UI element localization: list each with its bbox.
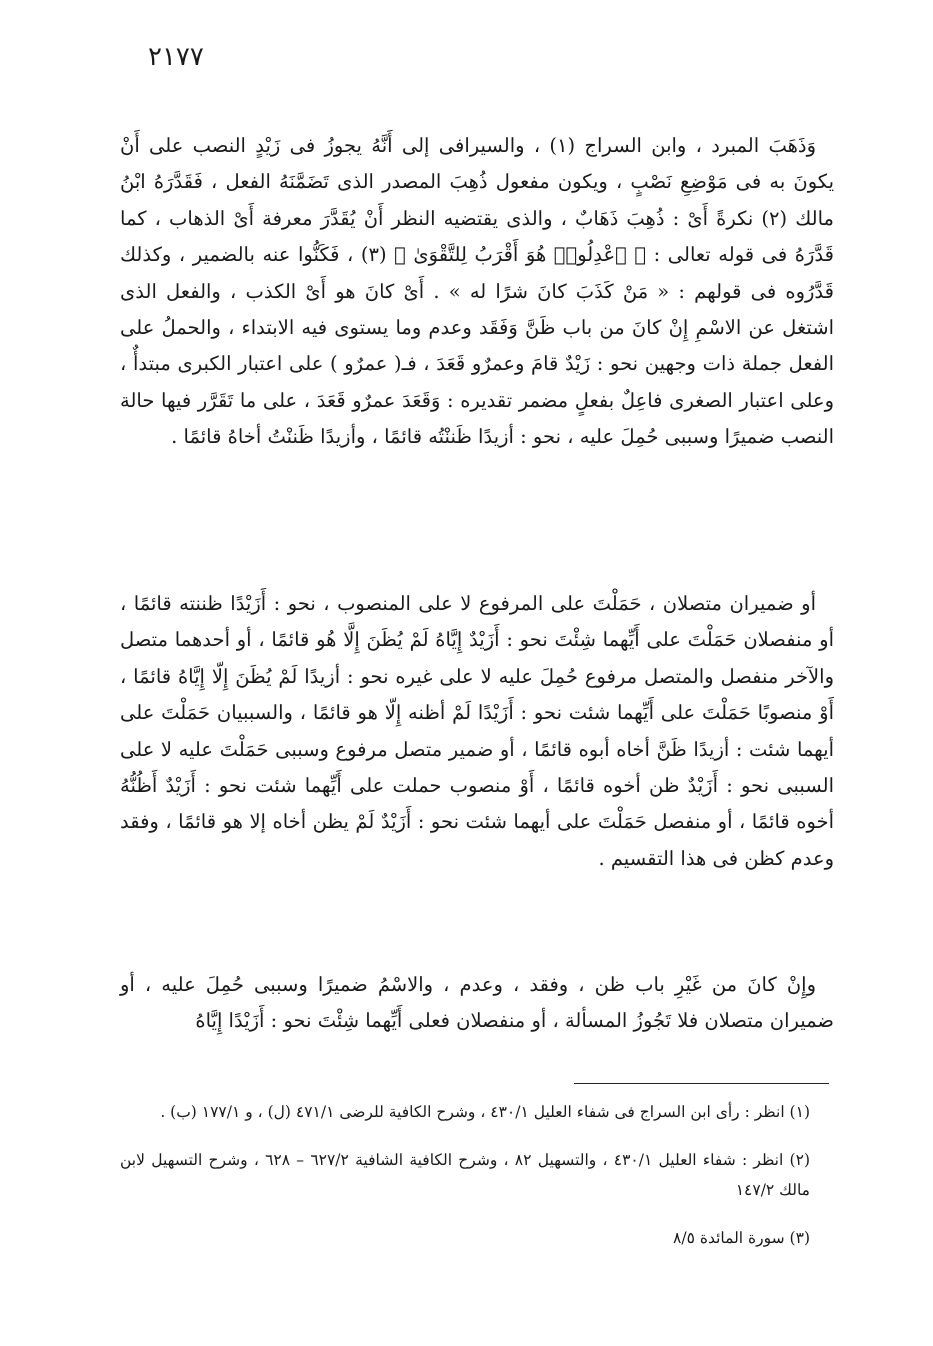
- body-paragraph-2: أو ضميران متصلان ، حَمَلْتَ على المرفوع لا على المنصوب ، نحو : أَزَيْدًا ظننته قائمًا ، أو منفصلان حَمَلْتَ على أَيِّهما شِئْتَ نحو : أَزَيْدٌ إِيَّاهُ لَمْ يُظَنَ إِلَّا هُو قائمًا ، أو أحدهما متصل والآخر منفصل والمتصل مرفوع حُمِلَ عليه لا على غيره نحو : أزيدًا لَمْ يُظَنَ إِلّا إِيَّاهُ قائمًا ، أَوْ منصوبًا حَمَلْتَ على أَيِّهما شئت نحو : أَزَيْدًا لَمْ أظنه إِلّا هو قائمًا ، والسببيان حَمَلْتَ على أيهما شئت : أزيدًا ظَنَّ أخاه أبوه قائمًا ، أو ضمير متصل مرفوع وسببى حَمَلْتَ عليه لا على السببى نحو : أَزَيْدٌ ظن أخوه قائمًا ، أَوْ منصوب حملت على أَيِّهما شئت نحو : أَزَيْدٌ أَظُنُّهُ أخوه قائمًا ، أو منفصل حَمَلْتَ على أيهما شئت نحو : أَزَيْدٌ لَمْ يظن أخاه إلا هو قائمًا ، وفقد وعدم كظن فى هذا التقسيم .: [120, 592, 834, 870]
- body-paragraph-3: وإِنْ كانَ من غَيْرِ باب ظن ، وفقد ، وعدم ، والاسْمُ ضميرًا وسببى حُمِلَ عليه ، أو ضميران متصلان فلا تَجُوزُ المسألة ، أو منفصلان فعلى أَيِّهما شِئْتَ نحو : أَزَيْدًا إِيَّاهُ: [120, 973, 834, 1033]
- footnote-1: (١) انظر : رأى ابن السراج فى شفاء العليل ٤٣٠/١ ، وشرح الكافية للرضى ٤٧١/١ (ل) ، و ١٧٧/١ (ب) .: [160, 1103, 810, 1121]
- footnote-3: (٣) سورة المائدة ٨/٥: [673, 1229, 810, 1247]
- footnote-2: (٢) انظر : شفاء العليل ٤٣٠/١ ، والتسهيل ٨٢ ، وشرح الكافية الشافية ٦٢٧/٢ – ٦٢٨ ، وشرح التسهيل لابن مالك ١٤٧/٢: [120, 1151, 810, 1199]
- footnote-divider: [574, 1083, 829, 1084]
- page-number: ٢١٧٧: [148, 42, 204, 72]
- footnotes-section: [120, 1097, 810, 1271]
- body-paragraph-1: وَذَهَبَ المبرد ، وابن السراج (١) ، والسيرافى إلى أَنَّهُ يجوزُ فى زَيْدٍ النصب على أَنْ يكونَ به فى مَوْضِعِ نَصْبٍ ، ويكون مفعول ذُهِبَ المصدر الذى تَضَمَّنَهُ الفعل ، فَقَدَّرَهُ ابْنُ مالك (٢) نكرةً أَىْ : ذُهِبَ ذَهَابٌ ، والذى يقتضيه النظر أَنْ يُقَدَّرَ معرفة أَىْ الذهاب ، كما قَدَّرَهُ فى قوله تعالى : ﴿ ٱعْدِلُوا۟ هُوَ أَقْرَبُ لِلتَّقْوَىٰ ﴾ (٣) ، فَكَنُّوا عنه بالضمير ، وكذلك قَدَّرُوه فى قولهم : « مَنْ كَذَبَ كانَ شرًا له » . أَىْ كانَ هو أَىْ الكذب ، والفعل الذى اشتغل عن الاسْمِ إِنْ كانَ من باب ظَنَّ وَفَقَد وعدم وما يستوى فيه الابتداء ، والحملُ على الفعل جملة ذات وجهين نحو : زَيْدٌ قامَ وعمرٌو قَعَدَ ، فـ( عمرٌو ) على اعتبار الكبرى مبتدأٌ ، وعلى اعتبار الصغرى فاعِلٌ بفعلٍ مضمر تقديره : وَقَعَدَ عمرٌو قَعَدَ ، على ما تَقَرَّر فيها حالة النصب ضميرًا وسببى حُمِلَ عليه ، نحو : أزيدًا ظَننْتُه قائمًا ، وأزيدًا ظَننْتُ أخاهُ قائمًا .: [120, 134, 835, 449]
